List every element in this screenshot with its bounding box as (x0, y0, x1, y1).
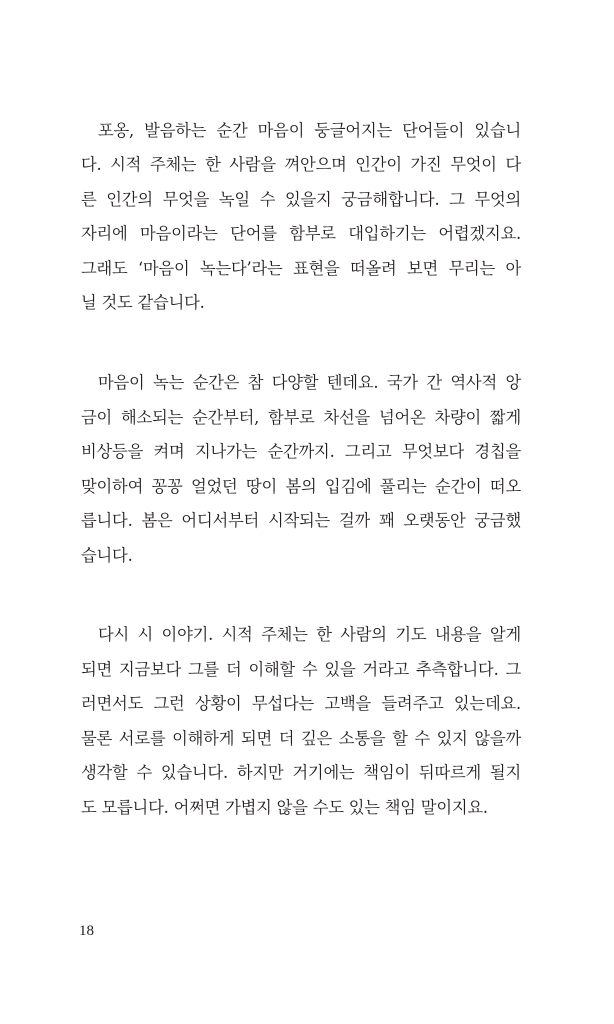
paragraph-line: 른 인간의 무엇을 녹일 수 있을지 궁금해합니다. 그 무엇의 (81, 190, 521, 209)
page-number: 18 (79, 923, 94, 939)
paragraph-line: 자리에 마음이라는 단어를 함부로 대입하기는 어렵겠지요. (81, 224, 521, 243)
paragraph-line: 도 모릅니다. 어쩌면 가볍지 않을 수도 있는 책임 말이지요. (81, 798, 488, 817)
paragraph-line: 되면 지금보다 그를 더 이해할 수 있을 거라고 추측합니다. 그 (81, 660, 521, 679)
paragraph-line: 다. 시적 주체는 한 사람을 껴안으며 인간이 가진 무엇이 다 (81, 155, 521, 174)
paragraph-line: 마음이 녹는 순간은 참 다양할 텐데요. 국가 간 역사적 앙 (98, 373, 521, 392)
paragraph-line: 금이 해소되는 순간부터, 함부로 차선을 넘어온 차량이 짧게 (81, 408, 521, 427)
paragraph-line: 닐 것도 같습니다. (81, 293, 205, 312)
paragraph-line: 다시 시 이야기. 시적 주체는 한 사람의 기도 내용을 알게 (98, 625, 521, 644)
paragraph-line: 맞이하여 꽁꽁 얼었던 땅이 봄의 입김에 풀리는 순간이 떠오 (81, 477, 521, 496)
paragraph-line: 물론 서로를 이해하게 되면 더 깊은 소통을 할 수 있지 않을까 (81, 729, 521, 748)
paragraph-line: 그래도 ‘마음이 녹는다’라는 표현을 떠올려 보면 무리는 아 (81, 259, 521, 278)
paragraph-line: 비상등을 켜며 지나가는 순간까지. 그리고 무엇보다 경칩을 (81, 442, 521, 461)
paragraph-line: 포옹, 발음하는 순간 마음이 둥글어지는 단어들이 있습니 (98, 121, 521, 140)
paragraph-line: 릅니다. 봄은 어디서부터 시작되는 걸까 꽤 오랫동안 궁금했 (81, 511, 521, 530)
paragraph-line: 러면서도 그런 상황이 무섭다는 고백을 들려주고 있는데요. (81, 694, 521, 713)
paragraph-line: 생각할 수 있습니다. 하지만 거기에는 책임이 뒤따르게 될지 (81, 763, 521, 782)
paragraph-line: 습니다. (81, 546, 133, 565)
